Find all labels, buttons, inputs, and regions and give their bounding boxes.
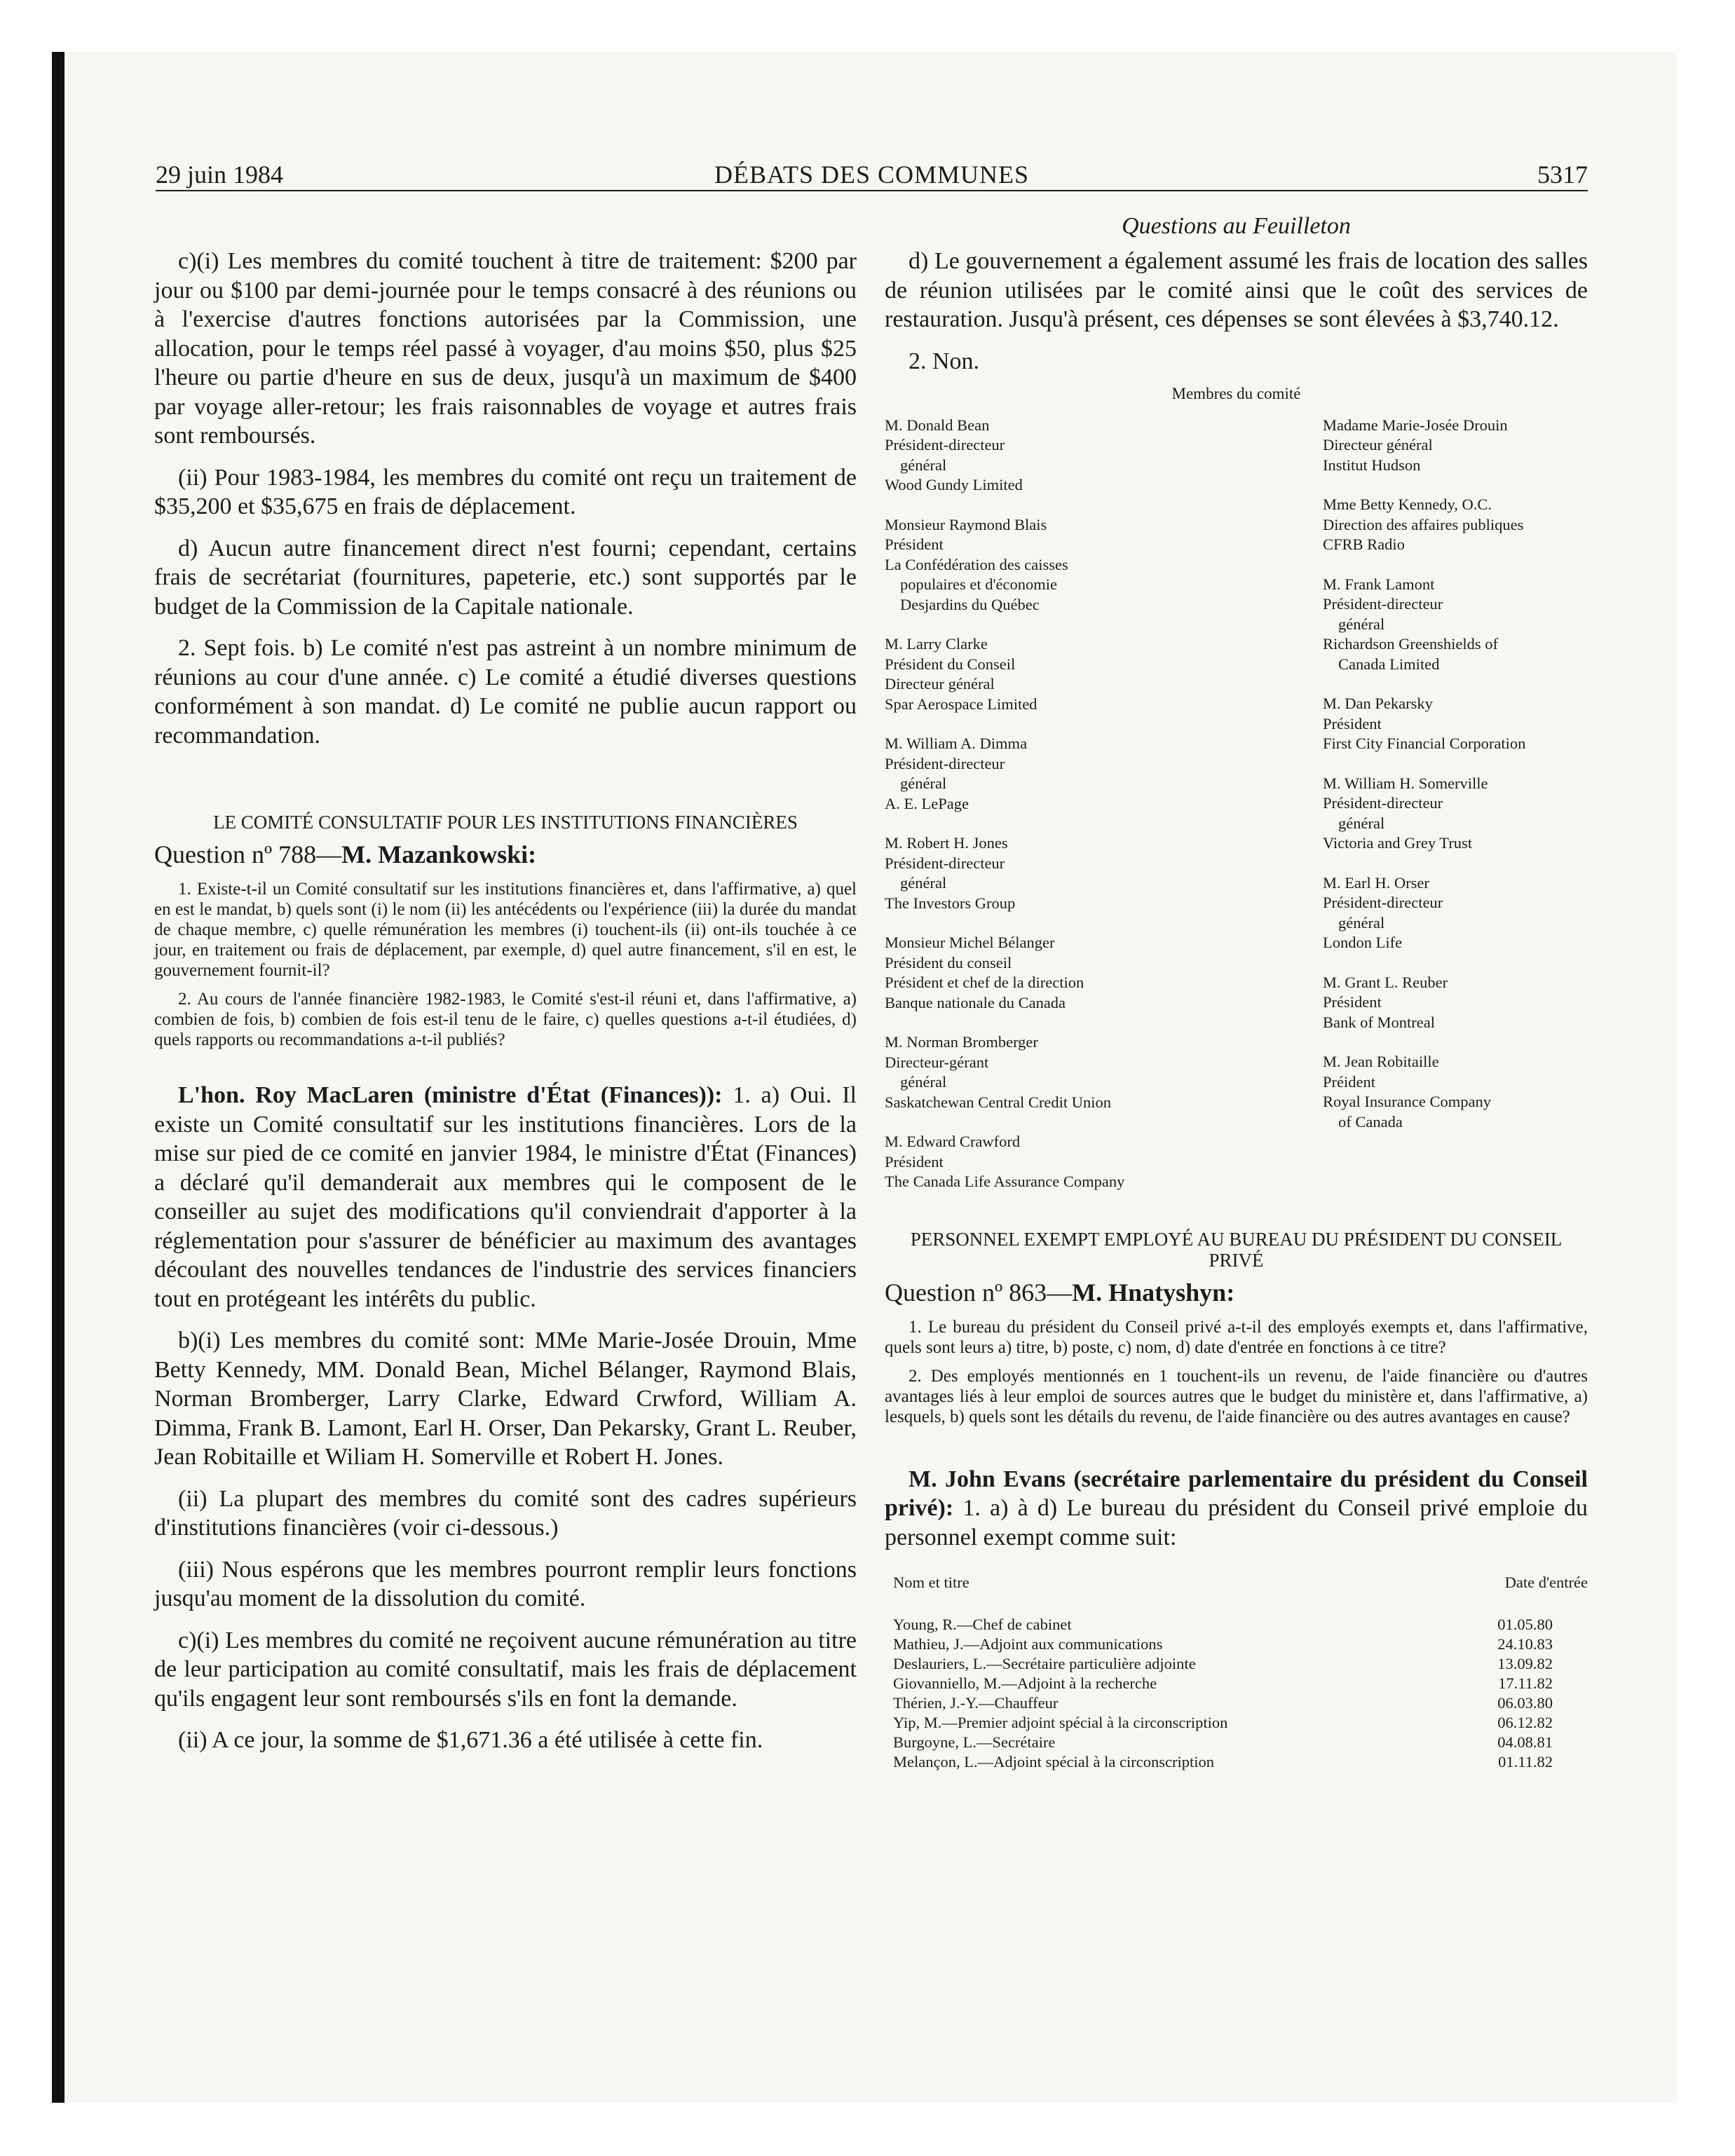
staff-name-title: Yip, M.—Premier adjoint spécial à la circonscription <box>893 1714 1228 1731</box>
member-name: M. William A. Dimma <box>885 735 1028 752</box>
paragraph-executives: (ii) La plupart des membres du comité sont des cadres supérieurs d'institutions financières (voir ci-dessous.) <box>154 1485 857 1541</box>
question-mp: M. Mazankowski: <box>341 840 537 868</box>
staff-name-title: Thérien, J.-Y.—Chauffeur <box>893 1694 1059 1712</box>
page-header <box>156 160 1588 188</box>
member-detail: Directeur général <box>885 675 995 692</box>
scan-edge <box>52 52 64 2103</box>
paragraph-term: (iii) Nous espérons que les membres pourront remplir leurs fonctions jusqu'au moment de la dissolution du comité. <box>154 1556 857 1611</box>
member-name: M. Grant L. Reuber <box>1323 973 1448 991</box>
member-name: M. Jean Robitaille <box>1323 1053 1439 1070</box>
members-column-left <box>885 416 1305 1212</box>
question-788-heading <box>154 840 857 869</box>
answer-non: 2. Non. <box>909 348 980 374</box>
running-head: Questions au Feuilleton <box>1122 213 1351 239</box>
member-detail: Canada Limited <box>1338 655 1440 673</box>
member-detail: général <box>1338 615 1385 633</box>
member-detail: Bank of Montreal <box>1323 1013 1435 1031</box>
paragraph-no-remuneration: c)(i) Les membres du comité ne reçoivent aucune rémunération au titre de leur participation au comité consultatif, mais les frais de déplacement qu'ils engagent leur sont remboursés s'ils en font la demande. <box>154 1627 857 1712</box>
paragraph-amount-used: (ii) A ce jour, la somme de $1,671.36 a été utilisée à cette fin. <box>178 1727 763 1753</box>
paragraph-meetings: 2. Sept fois. b) Le comité n'est pas astreint à un nombre minimum de réunions au cour d'une année. c) Le comité a étudié diverses questions conformément à son mandat. d) Le comité ne publie aucun rapport ou recommandation. <box>154 635 857 749</box>
paragraph-room-costs: d) Le gouvernement a également assumé les frais de location des salles de réunion utilisées par le comité ainsi que le coût des services de restauration. Jusqu'à présent, ces dépenses se sont élevées à $3,740.12. <box>885 248 1588 332</box>
column-header-date: Date d'entrée <box>1504 1574 1588 1591</box>
member-name: M. Robert H. Jones <box>885 834 1008 852</box>
member-detail: Président-directeur <box>1323 595 1443 613</box>
member-detail: Président <box>885 1152 944 1171</box>
member-detail: Président-directeur <box>1323 794 1443 812</box>
member-name: M. Norman Bromberger <box>885 1033 1038 1051</box>
staff-name-title: Deslauriers, L.—Secrétaire particulière adjointe <box>893 1655 1196 1672</box>
member-detail: général <box>1338 913 1385 932</box>
member-detail: The Investors Group <box>885 894 1016 912</box>
answer-text: 1. a) à d) Le bureau du président du Conseil privé emploie du personnel exempt comme suit: <box>885 1495 1588 1550</box>
member-detail: The Canada Life Assurance Company <box>885 1173 1125 1190</box>
left-column <box>154 210 857 1768</box>
member-detail: Richardson Greenshields of <box>1323 635 1498 653</box>
answer-788 <box>154 1081 857 1314</box>
member-detail: Président du Conseil <box>885 655 1016 673</box>
member-detail: Président du conseil <box>885 953 1012 971</box>
table-row <box>885 1693 1588 1713</box>
member-detail: Directeur-gérant <box>885 1053 989 1071</box>
table-row <box>885 1635 1588 1654</box>
member-name: M. Earl H. Orser <box>1323 873 1429 892</box>
staff-name-title: Mathieu, J.—Adjoint aux communications <box>893 1635 1163 1653</box>
section-title-exempt-staff: PERSONNEL EXEMPT EMPLOYÉ AU BUREAU DU PRÉSIDENT DU CONSEIL PRIVÉ <box>910 1228 1563 1271</box>
member-name: Madame Marie-Josée Drouin <box>1323 416 1508 434</box>
member-detail: Président-directeur <box>885 854 1005 872</box>
member-detail: Victoria and Grey Trust <box>1323 834 1473 852</box>
table-row <box>885 1615 1588 1635</box>
members-title: Membres du comité <box>1171 384 1301 402</box>
member-detail: Président et chef de la direction <box>885 974 1084 991</box>
member-name: M. William H. Somerville <box>1323 774 1488 792</box>
member-detail: Wood Gundy Limited <box>885 476 1023 493</box>
staff-name-title: Melançon, L.—Adjoint spécial à la circonscription <box>893 1753 1214 1770</box>
question-863-part-2: 2. Des employés mentionnés en 1 touchent-ils un revenu, de l'aide financière ou d'autres avantages liés à leur emploi de sources autres que le budget du ministère et, dans l'affirmative, a) lesquels, b) quels sont les détails du revenu, de l'aide financière ou des autres avantages en cause? <box>885 1366 1588 1426</box>
member-detail: La Confédération des caisses <box>885 555 1068 573</box>
table-row <box>885 1674 1588 1693</box>
member-detail: of Canada <box>1338 1112 1403 1131</box>
table-row <box>885 1713 1588 1733</box>
member-name: M. Larry Clarke <box>885 635 988 653</box>
paragraph-funding: d) Aucun autre financement direct n'est fourni; cependant, certains frais de secrétariat (fournitures, papeterie, etc.) sont supportés par le budget de la Commission de la Capitale nationale. <box>154 535 857 620</box>
member-entry <box>1323 694 1588 754</box>
member-detail: Spar Aerospace Limited <box>885 695 1037 713</box>
right-column <box>885 210 1588 1772</box>
member-name: M. Frank Lamont <box>1323 575 1435 593</box>
section-title-financial-committee: LE COMITÉ CONSULTATIF POUR LES INSTITUTIONS FINANCIÈRES <box>213 812 798 833</box>
paragraph-members: b)(i) Les membres du comité sont: MMe Marie-Josée Drouin, Mme Betty Kennedy, MM. Donald Bean, Michel Bélanger, Raymond Blais, Norman Bromberger, Larry Clarke, Edward Crwford, William A. Dimma, Frank B. Lamont, Earl H. Orser, Dan Pekarsky, Grant L. Reuber, Jean Robitaille et Wiliam H. Somerville et Robert H. Jones. <box>154 1328 857 1470</box>
staff-name-title: Young, R.—Chef de cabinet <box>893 1616 1072 1633</box>
paragraph-remuneration: c)(i) Les membres du comité touchent à titre de traitement: $200 par jour ou $100 par demi-journée pour le temps consacré à des réunions ou à l'exercise d'autres fonctions autorisées par la Commission, une allocation, pour le temps réel passé à voyager, d'au moins $50, plus $25 l'heure ou partie d'heure en sus de deux, jusqu'à un maximum de $400 par voyage aller-retour; les frais raisonnables de voyage et autres frais sont remboursés. <box>154 248 857 449</box>
member-detail: First City Financial Corporation <box>1323 735 1526 752</box>
member-detail: Président <box>1323 993 1382 1011</box>
question-label: Question nº 788— <box>154 840 342 868</box>
staff-start-date: 24.10.83 <box>1497 1635 1553 1653</box>
member-detail: Banque nationale du Canada <box>885 993 1066 1011</box>
member-name: Mme Betty Kennedy, O.C. <box>1323 496 1492 513</box>
member-detail: Direction des affaires publiques <box>1323 515 1524 533</box>
staff-start-date: 04.08.81 <box>1497 1733 1553 1751</box>
member-detail: général <box>900 874 947 892</box>
staff-start-date: 17.11.82 <box>1498 1674 1553 1692</box>
staff-name-title: Giovanniello, M.—Adjoint à la recherche <box>893 1674 1157 1692</box>
member-detail: Saskatchewan Central Credit Union <box>885 1093 1112 1111</box>
question-863-heading <box>885 1278 1588 1307</box>
member-detail: Président-directeur <box>885 436 1005 453</box>
answer-text: 1. a) Oui. Il existe un Comité consultatif sur les institutions financières. Lors de la mise sur pied de ce comité en janvier 1984, le ministre d'État (Finances) a déclaré qu'il demanderait aux membres qui le composent de le conseiller au sujet des modifications qu'il conviendrait d'apporter à la réglementation pour s'assurer de bénéficier au maximum des avantages découlant des nouvelles tendances de l'industrie des services financiers tout en protégeant les intérêts du public. <box>154 1082 857 1312</box>
question-label: Question nº 863— <box>885 1278 1073 1306</box>
member-name: M. Donald Bean <box>885 416 990 434</box>
member-detail: général <box>900 456 947 474</box>
header-rule <box>156 190 1588 191</box>
member-detail: A. E. LePage <box>885 794 969 812</box>
member-entry <box>1323 1052 1588 1132</box>
member-detail: Royal Insurance Company <box>1323 1093 1491 1110</box>
staff-start-date: 01.05.80 <box>1497 1616 1553 1633</box>
staff-start-date: 06.03.80 <box>1497 1694 1553 1712</box>
header-title: DÉBATS DES COMMUNES <box>714 161 1030 189</box>
table-row <box>885 1733 1588 1752</box>
member-detail: London Life <box>1323 934 1403 951</box>
member-detail: Desjardins du Québec <box>900 595 1040 613</box>
member-detail: Institut Hudson <box>1323 456 1421 474</box>
staff-start-date: 13.09.82 <box>1497 1655 1553 1672</box>
column-header-name: Nom et titre <box>893 1574 969 1591</box>
member-name: Monsieur Raymond Blais <box>885 515 1047 533</box>
member-entry <box>885 734 1305 814</box>
member-name: Monsieur Michel Bélanger <box>885 934 1055 951</box>
member-entry <box>1323 495 1588 555</box>
question-788-part-2: 2. Au cours de l'année financière 1982-1983, le Comité s'est-il réuni et, dans l'affirmative, a) combien de fois, b) combien de fois est-il tenu de le faire, c) quelles questions a-t-il étudiées, d) quels rapports ou recommandations a-t-il publiés? <box>154 990 857 1049</box>
member-detail: Président <box>885 535 944 553</box>
member-entry <box>885 833 1305 913</box>
members-list <box>885 416 1588 1229</box>
question-mp: M. Hnatyshyn: <box>1072 1278 1235 1306</box>
member-entry <box>1323 416 1588 476</box>
member-entry <box>885 1132 1305 1192</box>
exempt-staff-table <box>885 1573 1588 1772</box>
answer-speaker: L'hon. Roy MacLaren (ministre d'État (Finances)): <box>178 1082 723 1108</box>
member-detail: général <box>1338 814 1385 832</box>
member-name: M. Dan Pekarsky <box>1323 695 1433 712</box>
staff-start-date: 01.11.82 <box>1498 1753 1553 1770</box>
member-entry <box>885 634 1305 714</box>
member-entry <box>1323 873 1588 953</box>
staff-name-title: Burgoyne, L.—Secrétaire <box>893 1733 1056 1751</box>
member-entry <box>885 933 1305 1013</box>
member-detail: Directeur général <box>1323 436 1433 453</box>
member-detail: populaires et d'économie <box>900 575 1057 593</box>
member-entry <box>1323 774 1588 854</box>
member-entry <box>885 515 1305 615</box>
member-entry <box>885 1032 1305 1112</box>
question-788-part-1: 1. Existe-t-il un Comité consultatif sur les institutions financières et, dans l'affirmative, a) quel en est le mandat, b) quels sont (i) le nom (ii) les antécédents ou l'expérience (iii) la durée du mandat de chaque membre, c) quelle rémunération les membres (i) touchent-ils (ii) ont-ils touchée à ce jour, en traitement ou frais de déplacement, par exemple, d) quel autre financement, s'il en est, le gouvernement fournit-il? <box>154 880 857 980</box>
member-detail: Président-directeur <box>1323 894 1443 911</box>
answer-speaker: M. John Evans (secrétaire parlementaire du président du Conseil privé): <box>885 1466 1588 1521</box>
members-column-right <box>1323 416 1588 1152</box>
member-entry <box>885 416 1305 496</box>
header-page-number: 5317 <box>1537 161 1588 189</box>
paragraph-expenses: (ii) Pour 1983-1984, les membres du comité ont reçu un traitement de $35,200 et $35,675 en frais de déplacement. <box>154 464 857 519</box>
member-detail: CFRB Radio <box>1323 535 1405 553</box>
table-row <box>885 1752 1588 1772</box>
member-detail: général <box>900 775 947 792</box>
header-date: 29 juin 1984 <box>156 161 284 189</box>
member-name: M. Edward Crawford <box>885 1133 1021 1150</box>
member-detail: général <box>900 1073 947 1091</box>
question-863-part-1: 1. Le bureau du président du Conseil privé a-t-il des employés exempts et, dans l'affirmative, quels sont leurs a) titre, b) poste, c) nom, d) date d'entrée en fonctions à ce titre? <box>885 1317 1588 1357</box>
answer-863 <box>885 1465 1588 1553</box>
member-detail: Président-directeur <box>885 754 1005 772</box>
member-detail: Président <box>1323 714 1382 732</box>
member-entry <box>1323 575 1588 675</box>
table-row <box>885 1654 1588 1674</box>
staff-start-date: 06.12.82 <box>1497 1714 1553 1731</box>
member-detail: Préident <box>1323 1072 1375 1091</box>
member-entry <box>1323 973 1588 1033</box>
table-header-row <box>885 1573 1588 1615</box>
